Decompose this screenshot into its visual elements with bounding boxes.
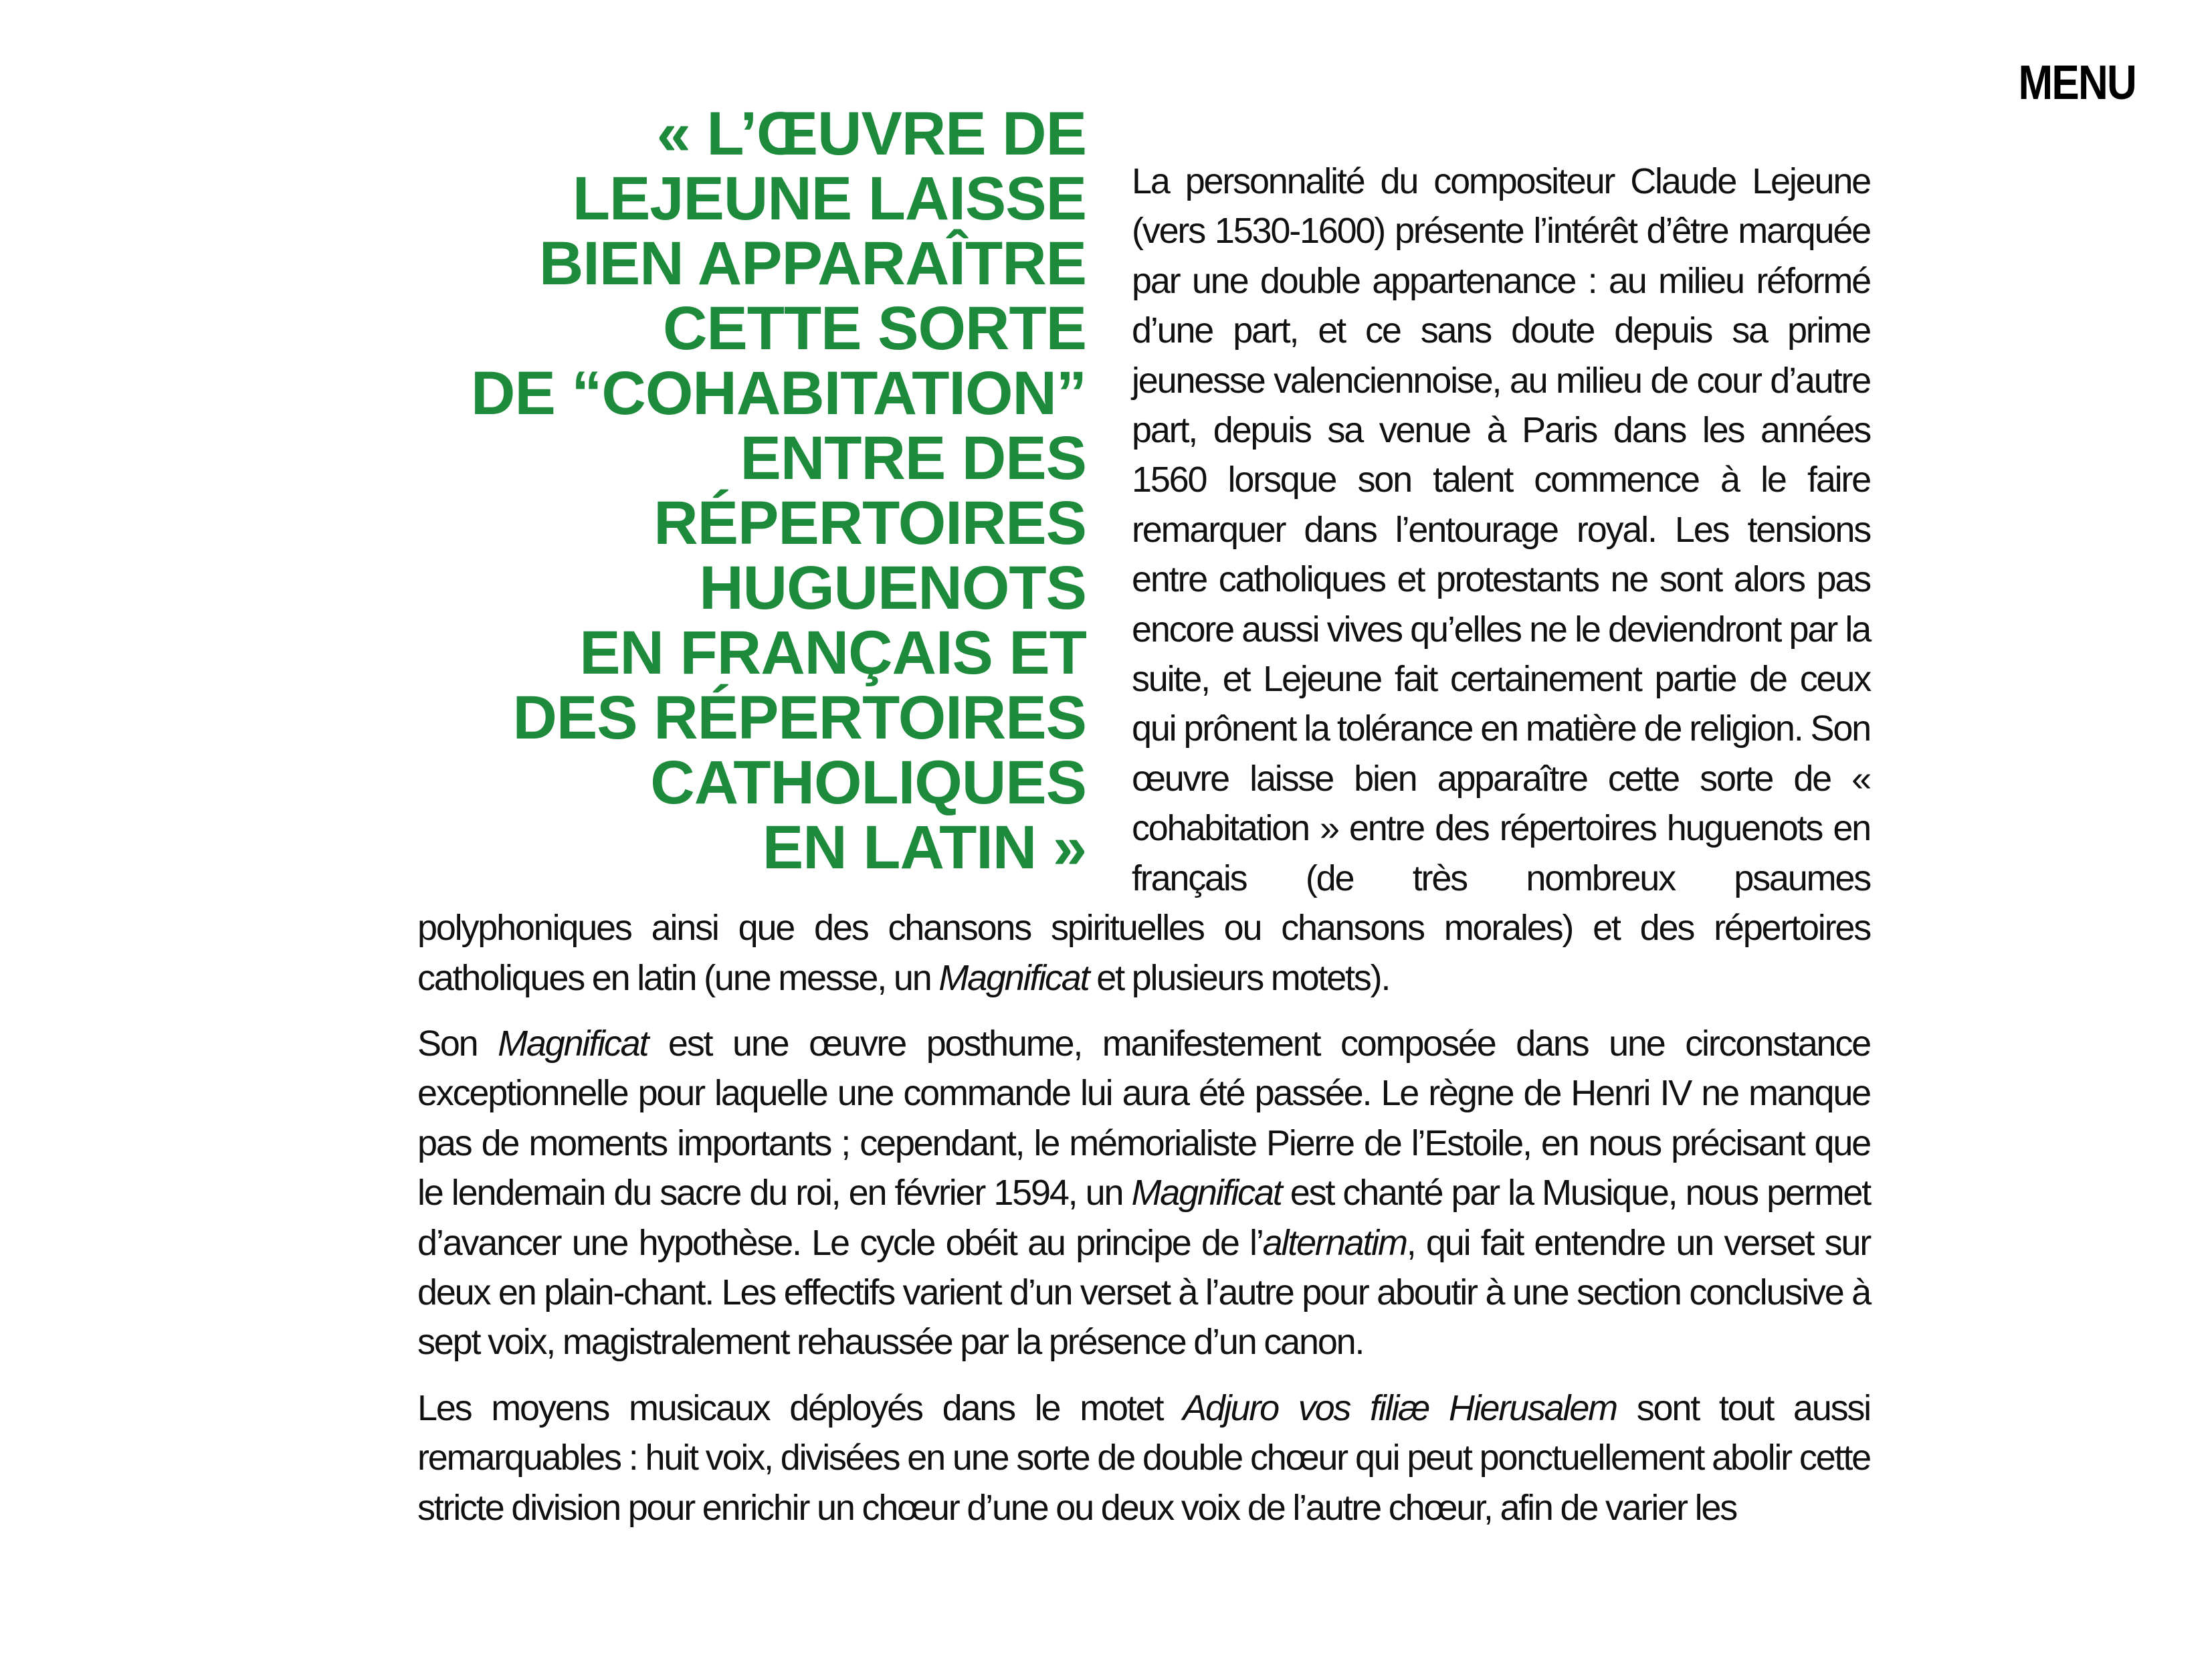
paragraph: La personnalité du compositeur Claude Lejeune (vers 1530-1600) présente l’intérêt d’être marquée par une double appartenance : au milieu réformé d’une part, et ce sans doute depuis sa prime jeunesse valenciennoise, au milieu de cour d’autre part, depuis sa venue à Paris dans les années 1560 lorsque son talent commence à le faire remarquer dans l’entourage royal. Les tensions entre catholiques et protestants ne sont alors pas encore aussi vives qu’elles ne le deviendront par la suite, et Lejeune fait certainement partie de ceux qui prônent la tolérance en matière de religion. Son œuvre laisse bien apparaître cette sorte de « cohabitation » entre des répertoires huguenots en français (de très nombreux psaumes polyphoniques ainsi que des chansons spirituelles ou chansons morales) et des répertoires catholiques en latin (une messe, un Magnificat et plusieurs motets).: [417, 161, 1870, 998]
article-content: [417, 102, 1870, 1549]
pull-quote-line: ENTRE DES: [740, 424, 1086, 492]
pull-quote-line: RÉPERTOIRES: [653, 489, 1086, 557]
pull-quote-line: CETTE SORTE: [662, 294, 1086, 363]
pull-quote-line: CATHOLIQUES: [650, 749, 1086, 817]
pull-quote: [417, 102, 1086, 880]
italic-title: Magnificat: [498, 1023, 648, 1064]
pull-quote-line: DE “COHABITATION”: [471, 359, 1086, 427]
paragraph: Son Magnificat est une œuvre posthume, manifestement composée dans une circonstance exceptionnelle pour laquelle une commande lui aura été passée. Le règne de Henri IV ne manque pas de moments importants ; cependant, le mémorialiste Pierre de l’Estoile, en nous précisant que le lendemain du sacre du roi, en février 1594, un Magnificat est chanté par la Musique, nous permet d’avancer une hypothèse. Le cycle obéit au principe de l’alternatim, qui fait entendre un verset sur deux en plain-chant. Les effectifs varient d’un verset à l’autre pour aboutir à une section conclusive à sept voix, magistralement rehaussée par la présence d’un canon.: [417, 1023, 1871, 1363]
paragraph: Les moyens musicaux déployés dans le motet Adjuro vos filiæ Hierusalem sont tout aussi remarquables : huit voix, divisées en une sorte de double chœur qui peut ponctuellement abolir cette stricte division pour enrichir un chœur d’une ou deux voix de l’autre chœur, afin de varier les: [417, 1387, 1870, 1528]
pull-quote-line: EN LATIN »: [762, 813, 1086, 882]
italic-title: Magnificat: [938, 957, 1089, 998]
pull-quote-line: EN FRANÇAIS ET: [579, 619, 1086, 687]
pull-quote-line: BIEN APPARAÎTRE: [538, 229, 1086, 298]
italic-title: Adjuro vos filiæ Hierusalem: [1183, 1387, 1617, 1428]
italic-title: Magnificat: [1131, 1173, 1282, 1213]
pull-quote-line: LEJEUNE LAISSE: [572, 165, 1086, 233]
pull-quote-line: DES RÉPERTOIRES: [512, 684, 1086, 752]
italic-term: alternatim: [1262, 1222, 1407, 1263]
pull-quote-line: HUGUENOTS: [699, 554, 1086, 622]
menu-button[interactable]: MENU: [2018, 56, 2136, 110]
pull-quote-line: « L’ŒUVRE DE: [656, 100, 1086, 168]
